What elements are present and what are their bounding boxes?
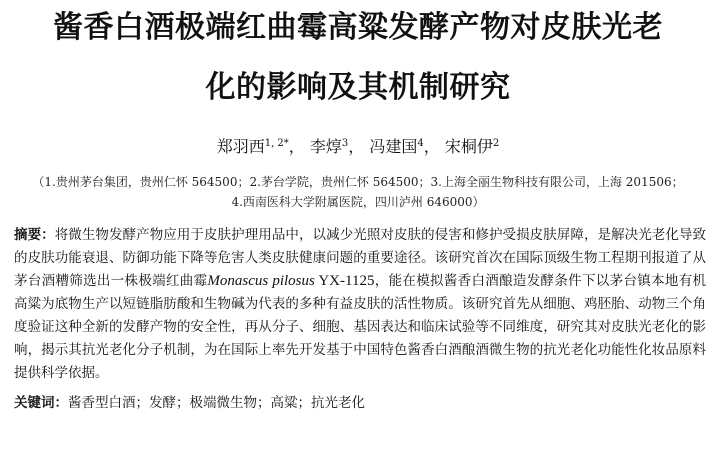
- affiliation-line-1: （1.贵州茅台集团，贵州仁怀 564500；2.茅台学院，贵州仁怀 564500；3.上海全丽生物科技有限公司，上海 201506；: [32, 175, 684, 189]
- author-name: 郑羽西: [216, 137, 265, 156]
- title-line-1: 酱香白酒极端红曲霉高粱发酵产物对皮肤光老: [53, 10, 663, 45]
- affiliations: [6, 172, 710, 212]
- author-name: 冯建国: [369, 137, 418, 156]
- author-affiliation-marker: 1, 2*: [264, 138, 289, 149]
- abstract-label: 摘要：: [14, 227, 55, 243]
- abstract-text-part-2: ，能在模拟酱香白酒酿造发酵条件下以茅台镇本地有机高粱为底物生产以短链脂肪酸和生物碱为代表的多种有益皮肤的活性物质。该研究首先从细胞、鸡胚胎、动物三个角度验证这种全新的发酵产物的安全性，再从分子、细胞、基因表达和临床试验等不同维度，研究其对皮肤光老化的影响，揭示其抗光老化分子机制，为在国际上率先开发基于中国特色酱香白酒酿酒微生物的抗光老化功能性化妆品原料提供科学依据。: [14, 273, 707, 381]
- author-3: [369, 134, 439, 157]
- author-separator: ，: [288, 137, 305, 156]
- author-name: 李焞: [309, 137, 342, 156]
- title-line-2: 化的影响及其机制研究: [205, 70, 511, 105]
- author-4: [445, 134, 499, 157]
- author-2: [310, 134, 364, 157]
- abstract-text-part-1: 将微生物发酵产物应用于皮肤护理用品中，以减少光照对皮肤的侵害和修护受损皮肤屏障，是解决光老化导致的皮肤功能衰退、防御功能下降等危害人类皮肤健康问题的重要途径。该研究首次在国际顶级生物工程期刊报道了从茅台酒糟筛选出一株极端红曲霉: [14, 227, 707, 289]
- abstract: [6, 224, 710, 385]
- author-affiliation-marker: 2: [492, 138, 500, 149]
- strain-code: YX-1125: [314, 273, 375, 289]
- author-separator: ，: [423, 137, 440, 156]
- author-affiliation-marker: 4: [417, 138, 424, 149]
- keywords-text: 酱香型白酒；发酵；极端微生物；高粱；抗光老化: [68, 395, 365, 411]
- author-1: [217, 134, 305, 157]
- keywords-label: 关键词：: [14, 395, 68, 411]
- keywords: [6, 393, 710, 413]
- author-name: 宋桐伊: [444, 137, 493, 156]
- author-list: [6, 134, 710, 157]
- species-name: Monascus pilosus: [207, 273, 315, 289]
- affiliation-line-2: 4.西南医科大学附属医院，四川泸州 646000）: [231, 195, 485, 209]
- author-affiliation-marker: 3: [341, 138, 349, 149]
- paper-title: [6, 0, 710, 109]
- author-separator: ，: [348, 137, 365, 156]
